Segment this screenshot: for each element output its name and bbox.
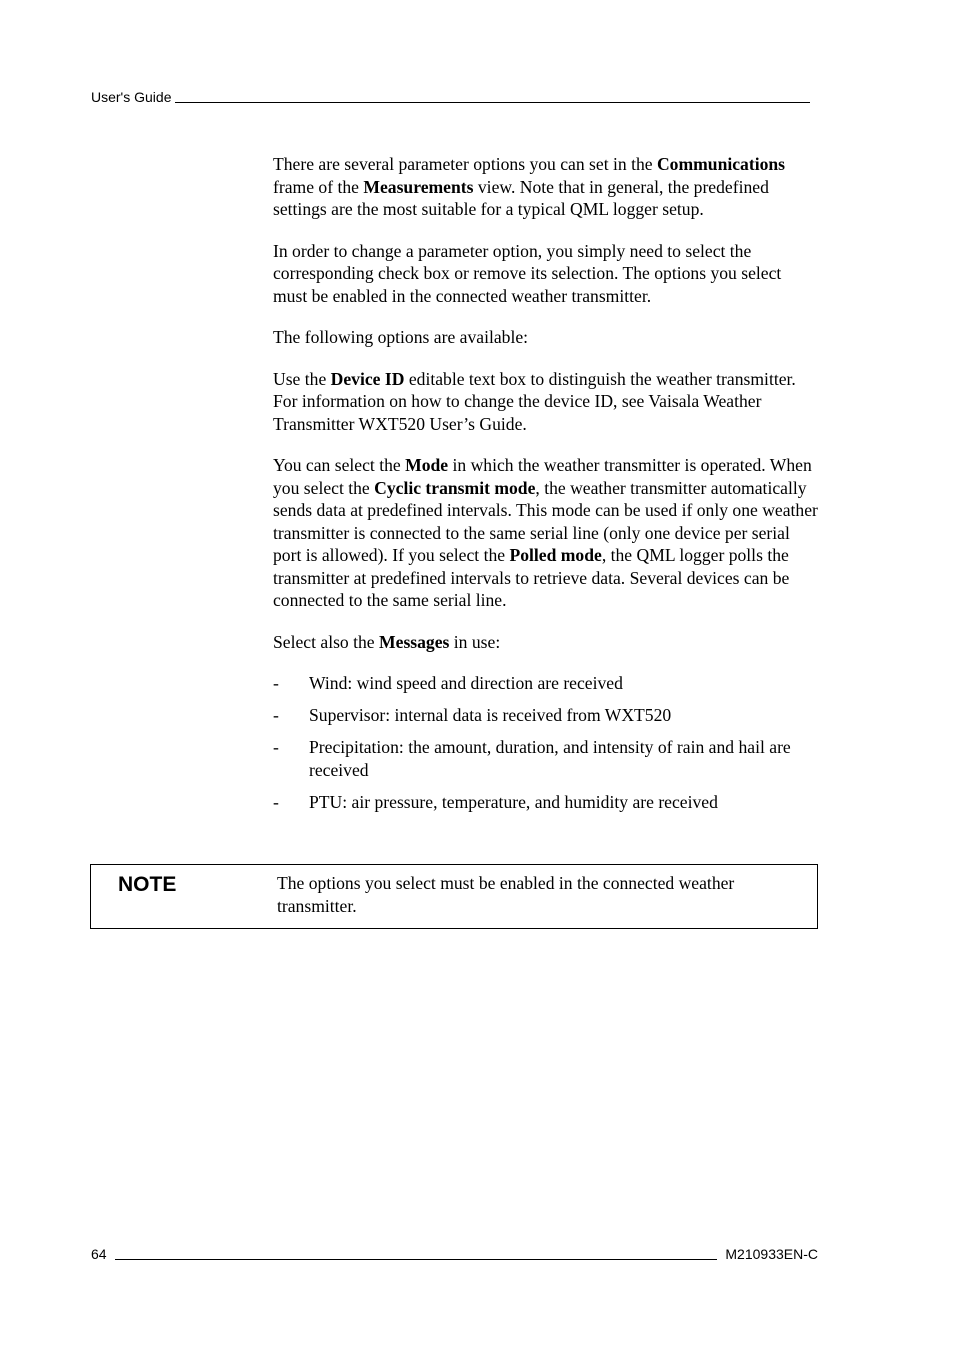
list-item-text: PTU: air pressure, temperature, and humidity are received: [309, 791, 718, 812]
text-run: There are several parameter options you can set in the: [273, 154, 657, 174]
text-run: Use the: [273, 368, 331, 389]
intro-paragraph: [273, 153, 818, 221]
text-run: , the QML logger polls the transmitter at predefined intervals to retrieve data. Several devices can be connected to the same serial line.: [273, 545, 790, 610]
dash-marker: -: [273, 673, 279, 693]
note-text: The options you select must be enabled in the connected weather transmitter.: [277, 873, 735, 916]
messages-paragraph: [273, 631, 818, 654]
text-run: Select also the: [273, 631, 380, 652]
list-item: [273, 736, 818, 781]
dash-marker: -: [273, 791, 279, 812]
list-item-text: Wind: wind speed and direction are received: [309, 673, 623, 693]
bold-term: Mode: [405, 455, 449, 475]
change-option-paragraph: In order to change a parameter option, you simply need to select the corresponding check box or remove its selection. The options you select must be enabled in the connected weather transmitter.: [273, 240, 782, 306]
bold-term: Polled mode: [509, 545, 602, 565]
messages-list: [273, 672, 818, 813]
list-item: [273, 791, 818, 814]
body-content: [273, 153, 818, 823]
bold-term: Communications: [656, 154, 786, 174]
text-run: in which the weather transmitter is operated. When you select the: [273, 455, 812, 498]
bold-term: Cyclic transmit mode: [374, 477, 536, 498]
text-run: in use:: [449, 631, 501, 652]
device-id-paragraph: [273, 368, 818, 436]
list-item: [273, 672, 818, 695]
bold-term: Device ID: [330, 368, 405, 389]
text-run: You can select the: [273, 455, 406, 475]
list-item-text: Precipitation: the amount, duration, and intensity of rain and hail are received: [309, 737, 791, 780]
dash-marker: -: [273, 705, 279, 725]
note-box: [90, 864, 818, 929]
list-item: [273, 704, 818, 727]
header-rule: [175, 102, 810, 103]
header-title: User's Guide: [91, 89, 172, 105]
mode-paragraph: [273, 454, 818, 612]
options-available-paragraph: The following options are available:: [273, 327, 529, 347]
text-run: , the weather transmitter automatically sends data at predefined intervals. This mode can be used if only one weather transmitter is connected to the same serial line (only one device per serial port is allowed). If you select the: [273, 477, 818, 565]
footer-rule: [115, 1259, 718, 1260]
dash-marker: -: [273, 737, 279, 757]
text-run: editable text box to distinguish the weather transmitter. For information on how to change the device ID, see Vaisala Weather Transmitter WXT520 User’s Guide.: [273, 368, 796, 434]
text-run: frame of the: [273, 176, 364, 197]
document-code: M210933EN-C: [725, 1246, 818, 1262]
bold-term: Messages: [379, 631, 450, 652]
page-header: [91, 86, 810, 106]
text-run: view. Note that in general, the predefined settings are the most suitable for a typical QML logger setup.: [273, 176, 769, 219]
note-label: NOTE: [118, 873, 177, 896]
list-item-text: Supervisor: internal data is received from WXT520: [309, 705, 672, 725]
page-footer: [91, 1243, 818, 1263]
page-number: 64: [91, 1246, 107, 1262]
bold-term: Measurements: [363, 176, 474, 197]
